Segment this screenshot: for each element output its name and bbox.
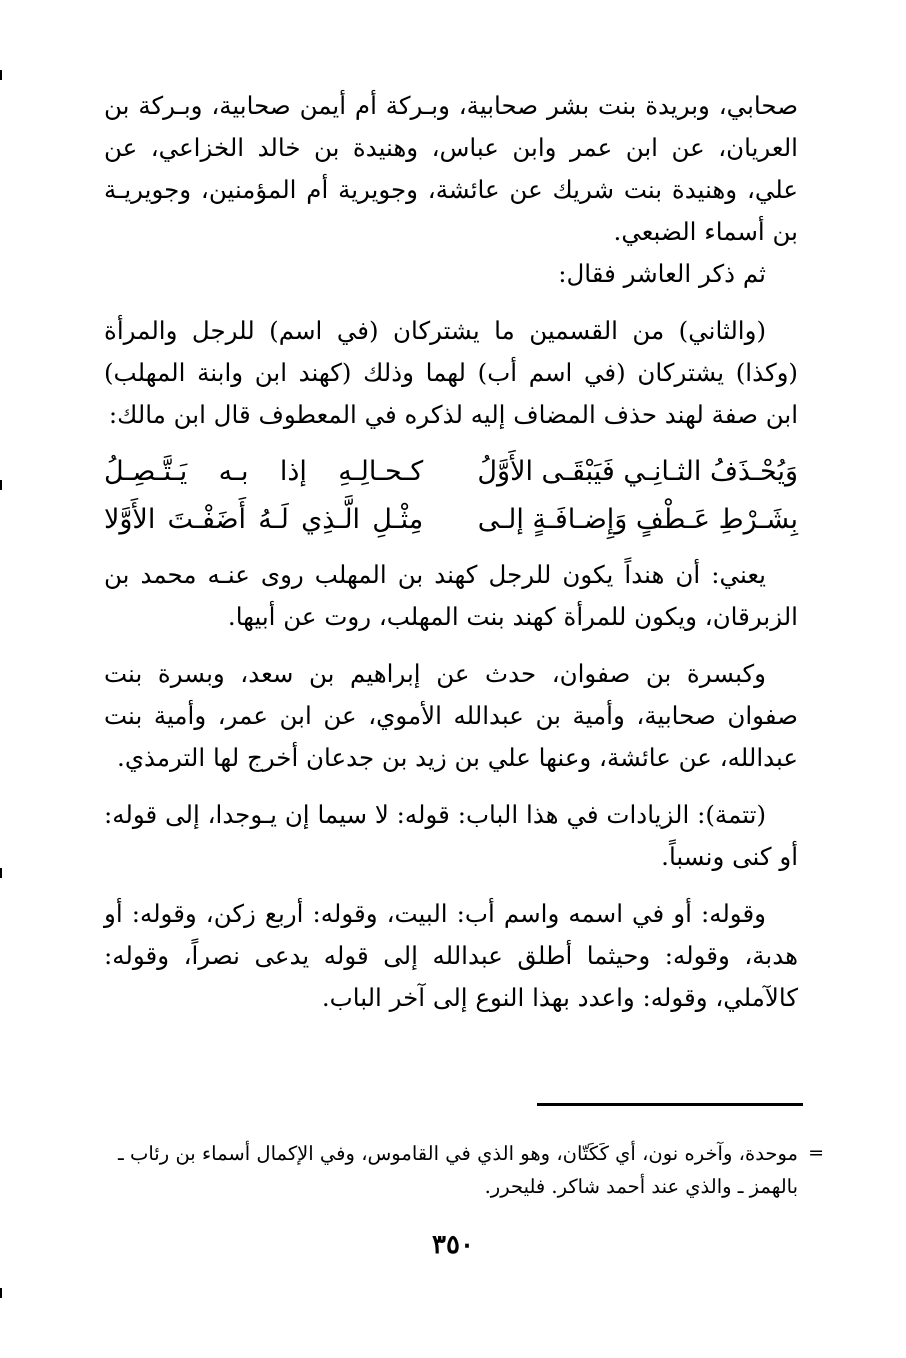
footnote-separator <box>537 1103 803 1106</box>
verse-first-hemistich: بِشَـرْطِ عَـطْفٍ وَإِضـافَـةٍ إلـى <box>477 504 798 535</box>
paragraph-4: يعني: أن هنداً يكون للرجل كهند بن المهلب روى عنـه محمد بن الزبرقان، ويكون للمرأة كهند بنت المهلب، روت عن أبيها. <box>104 560 798 631</box>
verse-line <box>104 448 798 496</box>
footnote-continuation-marker: = <box>808 1142 824 1164</box>
footnote <box>118 1137 824 1203</box>
paragraph-2: ثم ذكر العاشر فقال: <box>558 259 766 288</box>
paragraph-6: (تتمة): الزيادات في هذا الباب: قوله: لا سيما إن يـوجدا، إلى قوله: أو كنى ونسباً. <box>104 800 798 871</box>
verse-first-hemistich: وَيُحْـذَفُ الثـانِـي فَيَبْقَـى الأَوَّلُ <box>477 456 798 487</box>
scan-edge-mark <box>0 70 2 80</box>
poetry-verse <box>104 448 798 544</box>
verse-second-hemistich: كـحـالِـهِ إذا بـه يَـتَّـصِـلُ <box>104 456 424 487</box>
scan-edge-mark <box>0 480 2 490</box>
paragraph-1: صحابي، وبريدة بنت بشر صحابية، وبـركة أم أيمن صحابية، وبـركة بن العريان، عن ابن عمر وابن عباس، وهنيدة بن خالد الخزاعي، عن علي، وهنيدة بنت شريك عن عائشة، وجويرية أم المؤمنين، وجويريـة بن أسماء الضبعي. <box>104 91 798 246</box>
scan-edge-mark <box>0 1288 2 1298</box>
paragraph-7: وقوله: أو في اسمه واسم أب: البيت، وقوله: أربع زكن، وقوله: أو هدبة، وقوله: وحيثما أطلق عبدالله إلى قوله يدعى نصراً، وقوله: كالآملي، وقوله: واعدد بهذا النوع إلى آخر الباب. <box>104 899 798 1012</box>
main-text <box>104 85 798 1019</box>
paragraph-3: (والثاني) من القسمين ما يشتركان (في اسم) للرجل والمرأة (وكذا) يشتركان (في اسم أب) لهما وذلك (كهند ابن وابنة المهلب) ابن صفة لهند حذف المضاف إليه لذكره في المعطوف قال ابن مالك: <box>104 316 798 429</box>
verse-line <box>104 496 798 544</box>
paragraph-5: وكبسرة بن صفوان، حدث عن إبراهيم بن سعد، وبسرة بنت صفوان صحابية، وأمية بن عبدالله الأموي، عن ابن عمر، وأمية بنت عبدالله، عن عائشة، وعنها علي بن زيد بن جدعان أخرج لها الترمذي. <box>104 659 798 772</box>
verse-second-hemistich: مِثْـلِ الَّـذِي لَـهُ أَضَفْـتَ الأَوَّلا <box>104 504 424 535</box>
scan-edge-mark <box>0 868 2 878</box>
page-number: ٣٥٠ <box>432 1230 474 1260</box>
footnote-text: موحدة، وآخره نون، أي كَكَتّان، وهو الذي في القاموس، وفي الإكمال أسماء بن رئاب ـ بالهمز ـ والذي عند أحمد شاكر. فليحرر. <box>118 1142 798 1198</box>
